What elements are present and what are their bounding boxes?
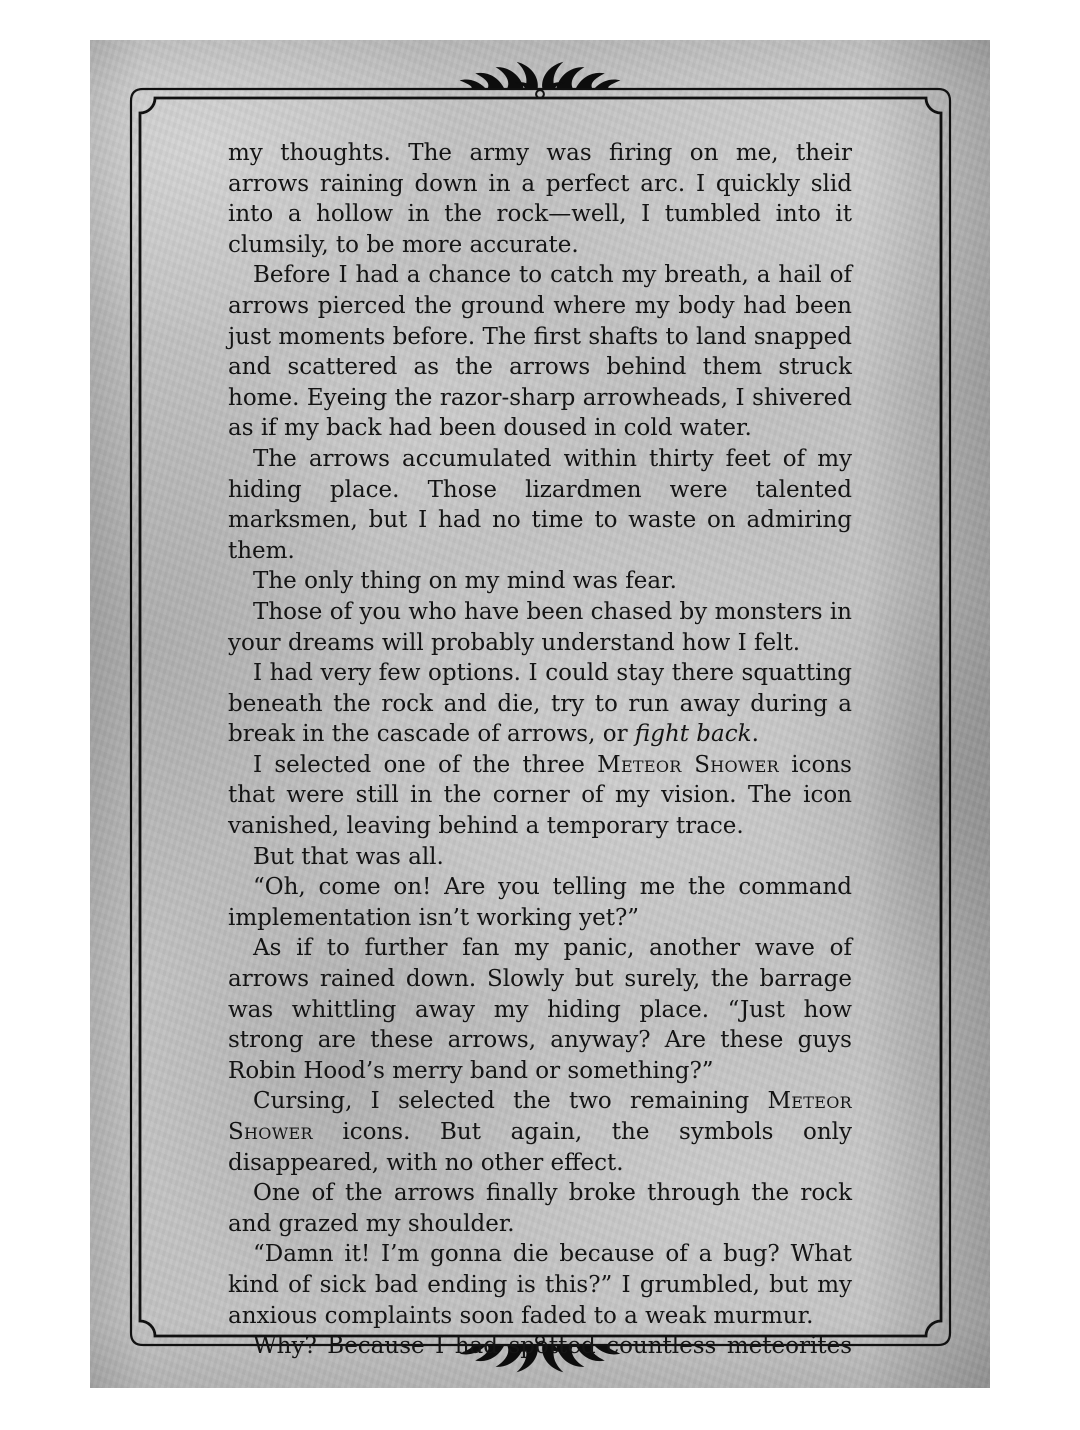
paragraph (228, 444, 852, 566)
text-segment-smallcaps: Meteor Shower (597, 751, 780, 778)
text-segment: my thoughts. The army was firing on me, their arrows raining down in a perfect arc. I quickly slid into a hollow in the rock—well, I tumbled into it clumsily, to be more accurate. (228, 140, 852, 258)
paragraph (228, 597, 852, 658)
paragraph (228, 1331, 852, 1362)
text-segment: icons that were still in the corner of my vision. The icon vanished, leaving behind a temporary trace. (228, 751, 852, 840)
text-segment: “Damn it! I’m gonna die because of a bug? What kind of sick bad ending is this?” I grumbled, but my anxious complaints soon faded to a weak murmur. (228, 1241, 852, 1329)
paragraph (228, 138, 852, 260)
text-segment-italic: fight back (634, 721, 752, 748)
paragraph (228, 1239, 852, 1331)
paragraph (228, 933, 852, 1086)
paragraph (228, 750, 852, 842)
text-segment: As if to further fan my panic, another wave of arrows rained down. Slowly but surely, the barrage was whittling away my hiding place. “Just how strong are these arrows, anyway? Are these guys Robin Hood’s merry band or something?” (228, 935, 852, 1084)
paragraph (228, 872, 852, 933)
text-segment: One of the arrows finally broke through the rock and grazed my shoulder. (228, 1180, 852, 1237)
paragraph (228, 260, 852, 444)
paper-texture (90, 40, 990, 1388)
page-text (228, 138, 852, 1362)
paragraph (228, 658, 852, 750)
paragraph (228, 1178, 852, 1239)
text-segment: But that was all. (253, 843, 444, 870)
text-segment: Cursing, I selected the two remaining (253, 1088, 768, 1115)
text-segment: The arrows accumulated within thirty feet of my hiding place. Those lizardmen were talented marksmen, but I had no time to waste on admiring them. (228, 445, 852, 564)
paragraph (228, 842, 852, 873)
text-segment: “Oh, come on! Are you telling me the command implementation isn’t working yet?” (228, 874, 852, 931)
text-segment: I selected one of the three (253, 751, 598, 778)
text-segment: I had very few options. I could stay there squatting beneath the rock and die, try to run away during a break in the cascade of arrows, or (228, 660, 852, 748)
text-segment-smallcaps: Meteor Shower (228, 1088, 852, 1145)
text-segment: Before I had a chance to catch my breath, a hail of arrows pierced the ground where my body had been just moments before. The first shafts to land snapped and scattered as the arrows behind them struck home. Eyeing the razor-sharp arrowheads, I shivered as if my back had been doused in cold water. (228, 262, 852, 442)
paragraph (228, 566, 852, 597)
text-segment: . (751, 721, 759, 748)
text-segment: Why? Because I had spotted countless meteorites (253, 1333, 852, 1360)
text-segment: The only thing on my mind was fear. (253, 568, 677, 595)
top-flourish-icon (460, 62, 621, 98)
paragraph (228, 1086, 852, 1178)
text-segment: icons. But again, the symbols only disappeared, with no other effect. (228, 1119, 852, 1176)
text-segment: Those of you who have been chased by monsters in your dreams will probably understand how I felt. (228, 598, 852, 656)
